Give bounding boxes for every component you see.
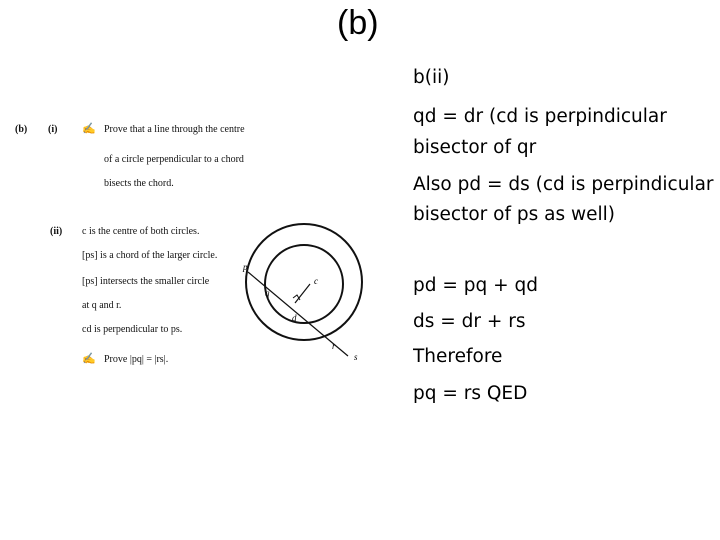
sub-ii-line-1: c is the centre of both circles. xyxy=(82,226,200,237)
label-q: q xyxy=(265,288,270,298)
answer-text xyxy=(413,66,720,416)
sub-i-line-3: bisects the chord. xyxy=(104,178,174,189)
question-scan xyxy=(0,110,245,390)
answer-line-5: pd = pq + qd xyxy=(413,275,538,296)
part-label: (b) xyxy=(15,124,28,135)
sub-i-line-2: of a circle perpendicular to a chord xyxy=(104,154,244,165)
sub-ii-line-3: [ps] intersects the smaller circle xyxy=(82,276,210,287)
concentric-circles-diagram xyxy=(240,190,380,380)
label-p: p xyxy=(243,262,248,272)
sub-i-label: (i) xyxy=(48,124,58,135)
segment-cd xyxy=(295,284,310,303)
answer-line-8: pq = rs QED xyxy=(413,383,528,404)
answer-heading: b(ii) xyxy=(413,67,450,88)
label-r: r xyxy=(332,341,336,351)
sub-ii-line-5: cd is perpendicular to ps. xyxy=(82,324,183,335)
pencil-icon: ✍ xyxy=(82,123,96,135)
sub-ii-line-2: [ps] is a chord of the larger circle. xyxy=(82,250,218,261)
answer-line-1: qd = dr (cd is perpindicular xyxy=(413,106,667,127)
answer-line-2: bisector of qr xyxy=(413,137,537,158)
sub-ii-label: (ii) xyxy=(50,226,63,237)
label-c: c xyxy=(314,276,318,286)
answer-line-3: Also pd = ds (cd is perpindicular xyxy=(413,174,714,195)
sub-i-line-1: Prove that a line through the centre xyxy=(104,124,245,135)
answer-line-4: bisector of ps as well) xyxy=(413,204,615,225)
pencil-icon: ✍ xyxy=(82,353,96,365)
answer-line-6: ds = dr + rs xyxy=(413,311,526,332)
right-angle-mark xyxy=(293,295,300,300)
inner-circle xyxy=(265,245,343,323)
sub-ii-line-4: at q and r. xyxy=(82,300,122,311)
prove-line: Prove |pq| = |rs|. xyxy=(104,354,169,365)
answer-line-7: Therefore xyxy=(413,346,503,367)
slide-title: (b) xyxy=(337,4,379,42)
label-s: s xyxy=(354,352,358,362)
label-d: d xyxy=(292,313,297,323)
